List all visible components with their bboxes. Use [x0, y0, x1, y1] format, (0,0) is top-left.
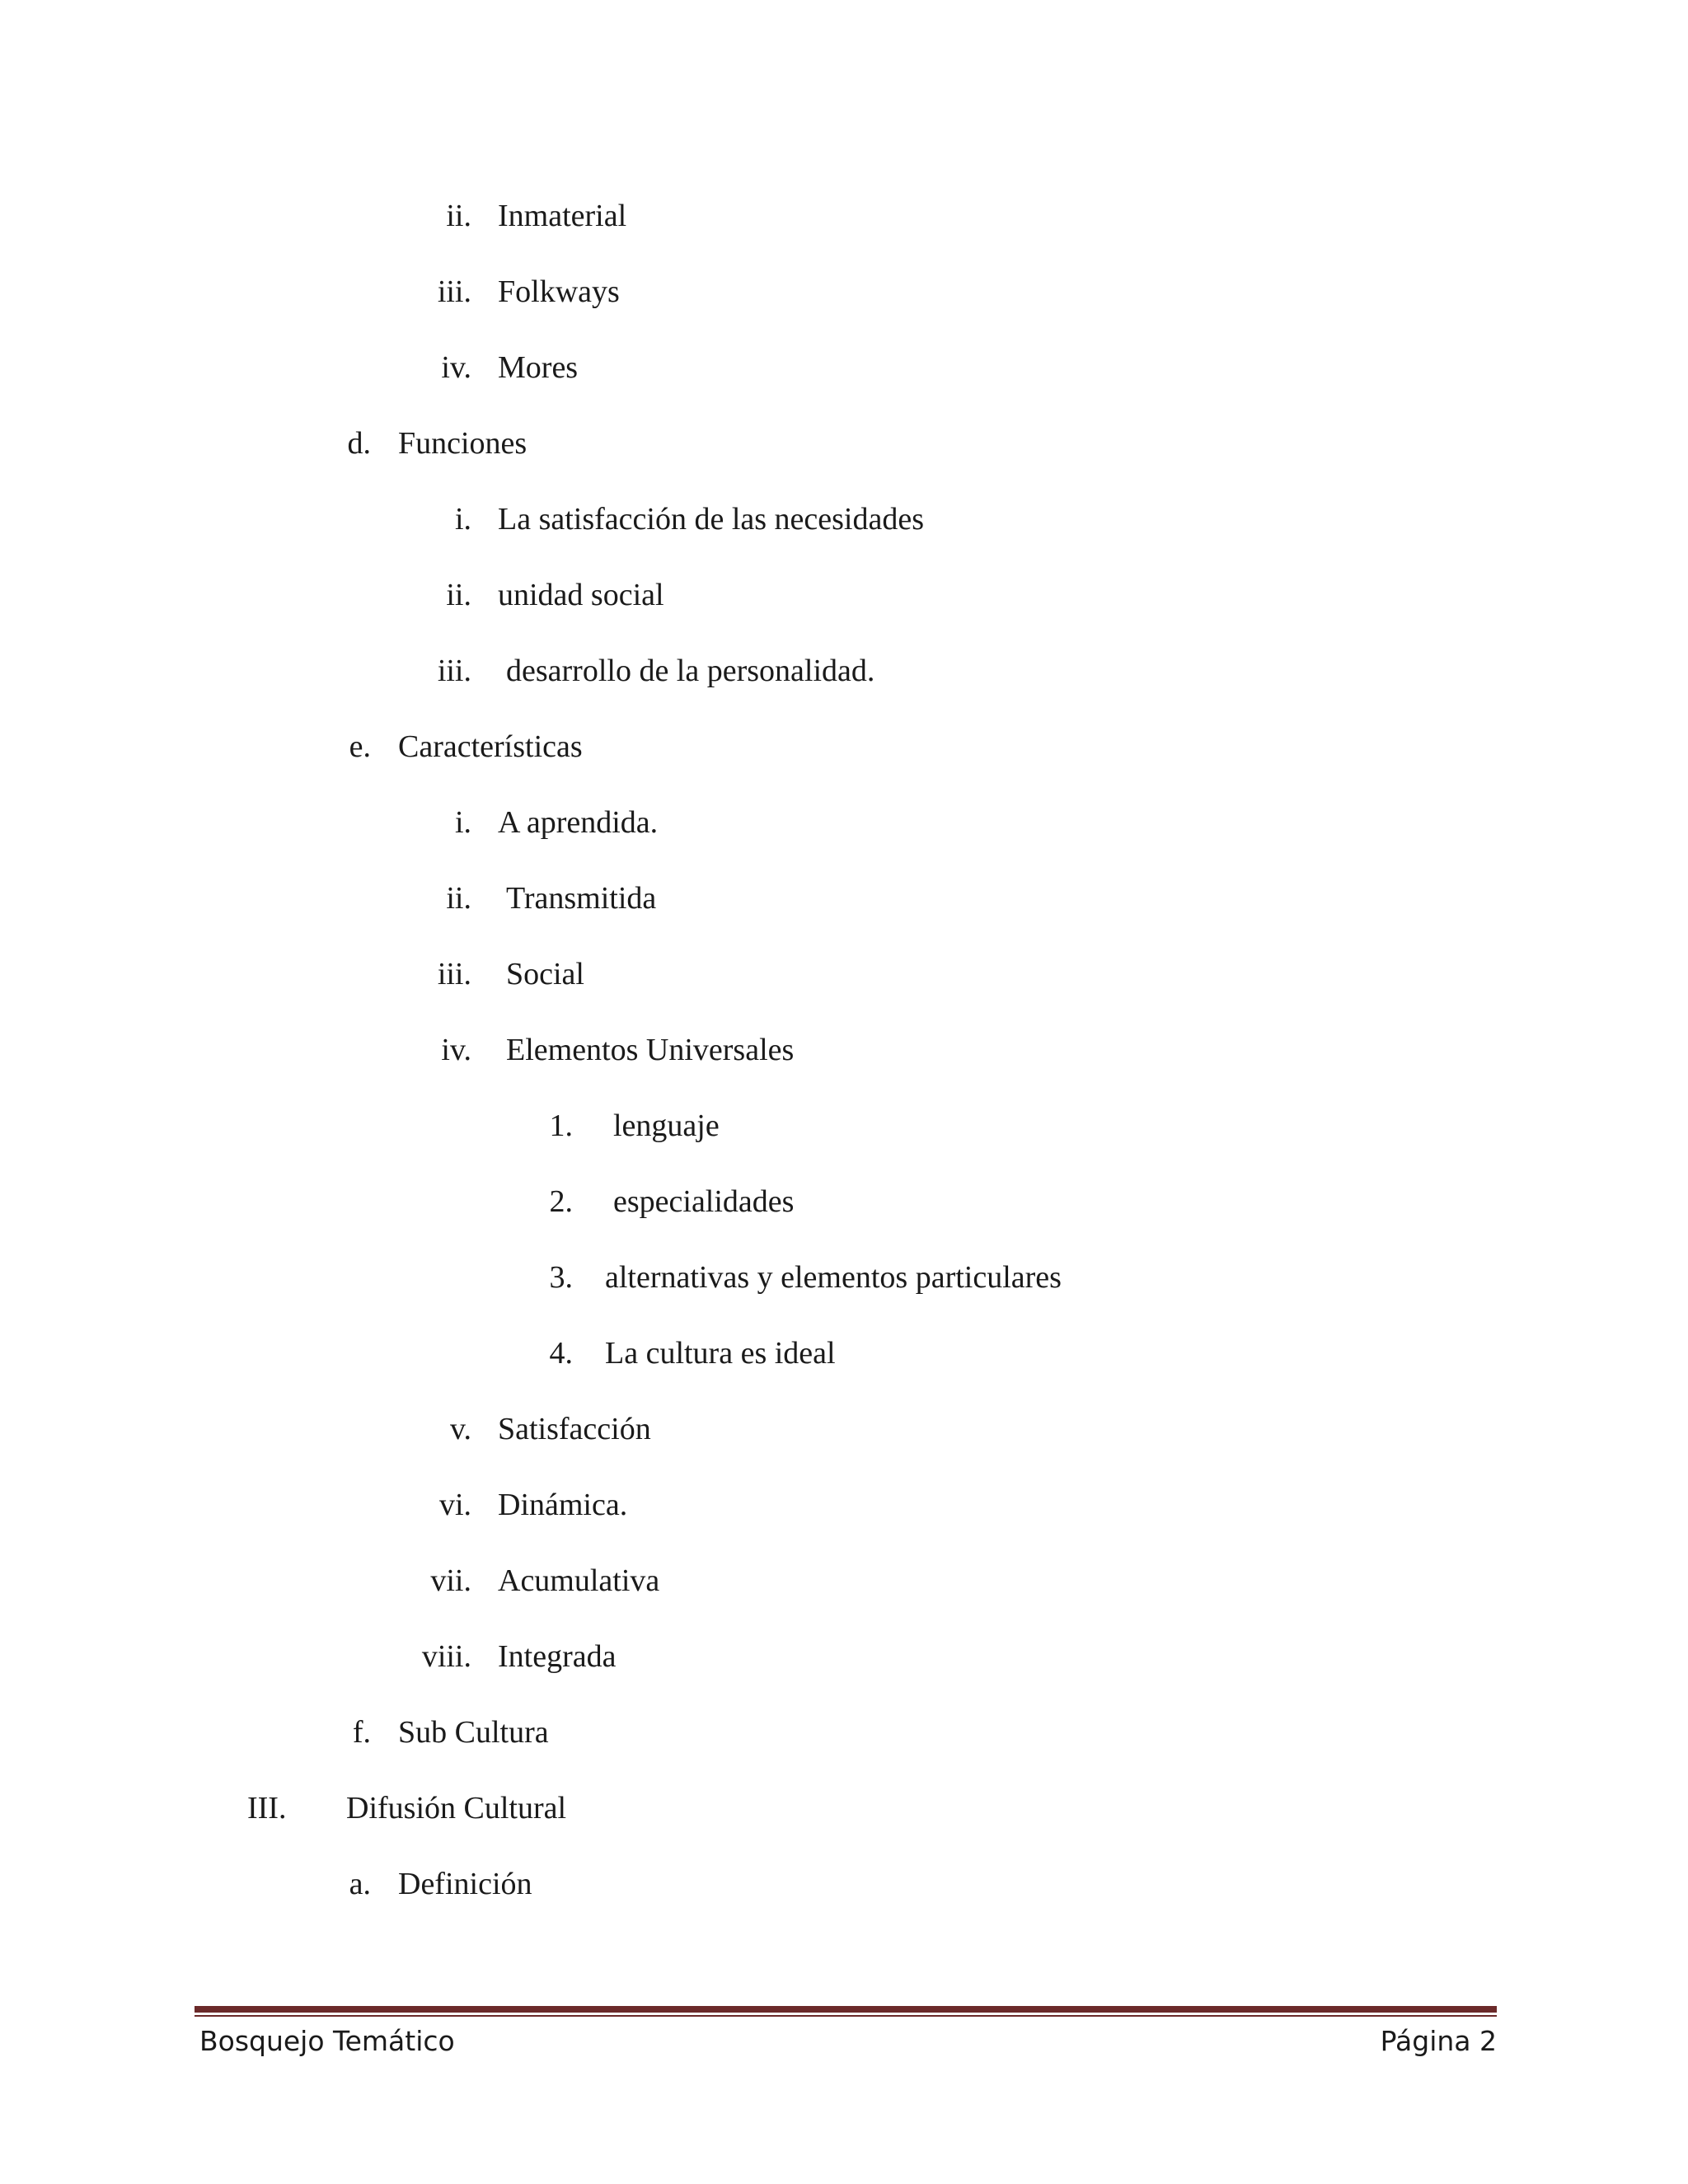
- outline-marker: ii.: [446, 881, 471, 916]
- footer-rule-thin: [195, 2015, 1497, 2017]
- outline-marker: 1.: [549, 1108, 573, 1143]
- footer-title: Bosquejo Temático: [199, 2025, 455, 2057]
- outline-item: [0, 1017, 1688, 1083]
- outline-item: [0, 259, 1688, 325]
- outline-marker: 3.: [549, 1260, 573, 1295]
- outline-marker: a.: [349, 1867, 371, 1901]
- outline-item: [0, 1624, 1688, 1690]
- outline-item: [0, 638, 1688, 704]
- outline-marker: f.: [352, 1715, 371, 1750]
- outline-marker: i.: [454, 502, 471, 537]
- outline-item: [0, 1472, 1688, 1538]
- outline-text: Sub Cultura: [398, 1715, 549, 1750]
- outline-text: alternativas y elementos particulares: [605, 1260, 1062, 1295]
- outline-marker: iv.: [441, 350, 471, 385]
- outline-marker: iii.: [437, 957, 471, 991]
- outline-item: [0, 562, 1688, 628]
- outline-text: Difusión Cultural: [346, 1791, 567, 1825]
- outline-marker: e.: [349, 729, 371, 764]
- outline-marker: d.: [347, 426, 371, 461]
- outline-marker: i.: [454, 805, 471, 840]
- outline-item: [0, 486, 1688, 552]
- outline-text: Acumulativa: [498, 1563, 660, 1598]
- outline-item: [0, 410, 1688, 476]
- outline-item: [0, 1548, 1688, 1614]
- outline-text: Elementos Universales: [506, 1033, 795, 1067]
- outline-item: [0, 1851, 1688, 1917]
- outline-marker: ii.: [446, 578, 471, 612]
- outline-marker: vi.: [438, 1488, 471, 1522]
- outline-text: Social: [506, 957, 584, 991]
- outline-text: Funciones: [398, 426, 528, 461]
- outline-text: Mores: [498, 350, 579, 385]
- outline-item: [0, 1244, 1688, 1310]
- outline-marker: III.: [247, 1791, 287, 1825]
- outline-text: Integrada: [498, 1639, 617, 1674]
- outline-item: [0, 865, 1688, 931]
- outline-item: [0, 183, 1688, 249]
- outline-item: [0, 790, 1688, 855]
- outline-text: A aprendida.: [498, 805, 659, 840]
- outline-marker: v.: [449, 1412, 471, 1446]
- outline-marker: 2.: [549, 1184, 573, 1219]
- outline-item: [0, 941, 1688, 1007]
- footer-page-number: Página 2: [1380, 2025, 1497, 2057]
- outline-text: Dinámica.: [498, 1488, 628, 1522]
- outline-item: [0, 1775, 1688, 1841]
- outline-item: [0, 1320, 1688, 1386]
- outline-marker: ii.: [446, 199, 471, 233]
- outline-marker: viii.: [421, 1639, 471, 1674]
- outline-text: Transmitida: [506, 881, 657, 916]
- outline-text: especialidades: [613, 1184, 795, 1219]
- outline-marker: iii.: [437, 654, 471, 688]
- outline-text: La cultura es ideal: [605, 1336, 836, 1371]
- outline-item: [0, 1093, 1688, 1159]
- outline-marker: vii.: [430, 1563, 471, 1598]
- footer-rule: [195, 2006, 1497, 2013]
- outline-text: Características: [398, 729, 583, 764]
- outline-marker: iv.: [441, 1033, 471, 1067]
- outline-text: Definición: [398, 1867, 532, 1901]
- outline-item: [0, 1169, 1688, 1235]
- outline-text: Satisfacción: [498, 1412, 651, 1446]
- outline-text: Folkways: [498, 274, 620, 309]
- outline-text: desarrollo de la personalidad.: [506, 654, 875, 688]
- outline-item: [0, 1396, 1688, 1462]
- outline-text: unidad social: [498, 578, 664, 612]
- outline-item: [0, 1699, 1688, 1765]
- outline-text: lenguaje: [613, 1108, 720, 1143]
- outline-text: Inmaterial: [498, 199, 627, 233]
- outline-text: La satisfacción de las necesidades: [498, 502, 924, 537]
- outline-item: [0, 714, 1688, 780]
- outline-item: [0, 335, 1688, 401]
- outline-marker: iii.: [437, 274, 471, 309]
- outline-marker: 4.: [549, 1336, 573, 1371]
